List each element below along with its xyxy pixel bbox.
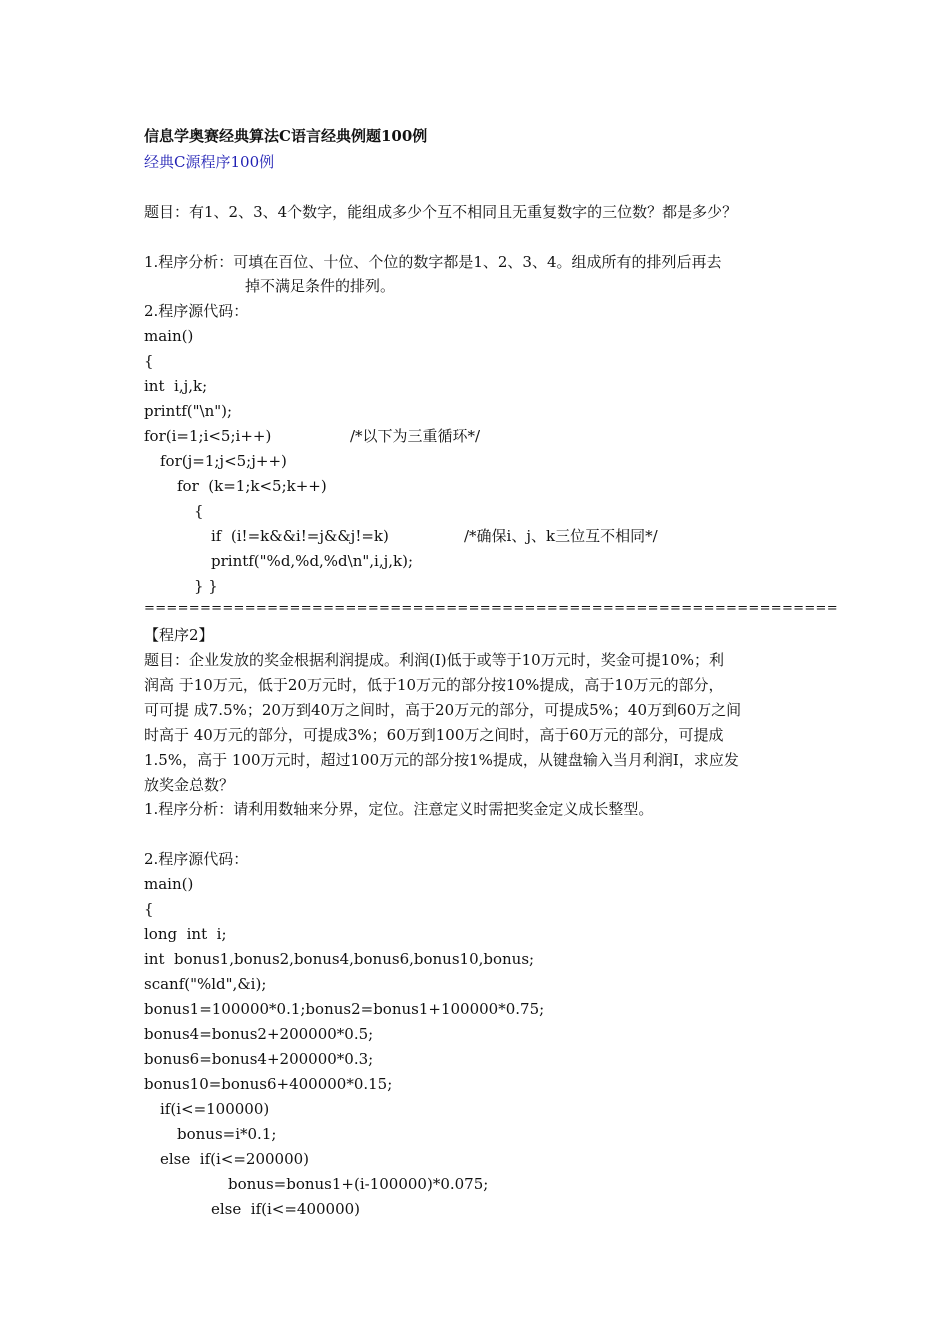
p2-question-line: 1.5%，高于 100万元时，超过100万元的部分按1%提成，从键盘输入当月利润I，求应发 [144, 751, 739, 769]
p2-code-line: main() [144, 875, 194, 893]
p1-code-line: for(j=1;j<5;j++) [160, 452, 287, 470]
p1-code-line: for (k=1;k<5;k++) [177, 477, 327, 495]
separator-line: ============================================================== [144, 601, 838, 616]
p2-question-line: 放奖金总数？ [144, 776, 235, 794]
p2-code-line: long int i; [144, 925, 227, 943]
p2-analysis: 1.程序分析：请利用数轴来分界，定位。注意定义时需把奖金定义成长整型。 [144, 800, 654, 818]
p1-code-line: } } [194, 577, 218, 595]
p1-code-line: { [194, 502, 204, 520]
p2-code-line: bonus=i*0.1; [177, 1125, 277, 1143]
p2-source-label: 2.程序源代码： [144, 850, 249, 868]
p1-code-line: { [144, 352, 154, 370]
p1-code-line: int i,j,k; [144, 377, 208, 395]
p2-question-line: 时高于 40万元的部分，可提成3%；60万到100万之间时，高于60万元的部分，可提成 [144, 726, 724, 744]
p2-code-line: bonus10=bonus6+400000*0.15; [144, 1075, 393, 1093]
p1-question: 题目：有1、2、3、4个数字，能组成多少个互不相同且无重复数字的三位数？都是多少？ [144, 203, 738, 221]
p2-question-line: 可可提 成7.5%；20万到40万之间时，高于20万元的部分，可提成5%；40万到60万之间 [144, 701, 742, 719]
p1-source-label: 2.程序源代码： [144, 302, 249, 320]
p1-code-comment: /*确保i、j、k三位互不相同*/ [464, 527, 658, 545]
p1-analysis-line-1: 1.程序分析：可填在百位、十位、个位的数字都是1、2、3、4。组成所有的排列后再去 [144, 253, 722, 271]
p2-code-line: bonus=bonus1+(i-100000)*0.075; [228, 1175, 489, 1193]
p2-code-line: if(i<=100000) [160, 1100, 270, 1118]
p1-code-line: if (i!=k&&i!=j&&j!=k) [211, 527, 389, 545]
doc-subtitle: 经典C源程序100例 [144, 153, 275, 171]
p2-code-line: bonus1=100000*0.1;bonus2=bonus1+100000*0.75; [144, 1000, 545, 1018]
p2-question-line: 题目：企业发放的奖金根据利润提成。利润(I)低于或等于10万元时，奖金可提10%；利 [144, 651, 725, 669]
p1-code-line: for(i=1;i<5;i++) [144, 427, 272, 445]
p1-code-line: main() [144, 327, 194, 345]
p1-analysis-line-2: 掉不满足条件的排列。 [245, 277, 396, 295]
p1-code-line: printf("%d,%d,%d\n",i,j,k); [211, 552, 414, 570]
p2-question-line: 润高 于10万元，低于20万元时，低于10万元的部分按10%提成，高于10万元的部分， [144, 676, 724, 694]
p2-code-line: else if(i<=200000) [160, 1150, 310, 1168]
p2-code-line: int bonus1,bonus2,bonus4,bonus6,bonus10,bonus; [144, 950, 535, 968]
doc-title: 信息学奥赛经典算法C语言经典例题100例 [144, 127, 428, 145]
p1-code-comment: /*以下为三重循环*/ [350, 427, 481, 445]
p2-code-line: scanf("%ld",&i); [144, 975, 267, 993]
p2-code-line: else if(i<=400000) [211, 1200, 361, 1218]
p2-code-line: { [144, 900, 154, 918]
p2-code-line: bonus6=bonus4+200000*0.3; [144, 1050, 374, 1068]
p2-code-line: bonus4=bonus2+200000*0.5; [144, 1025, 374, 1043]
p1-code-line: printf("\n"); [144, 402, 233, 420]
p2-heading: 【程序2】 [144, 626, 214, 644]
